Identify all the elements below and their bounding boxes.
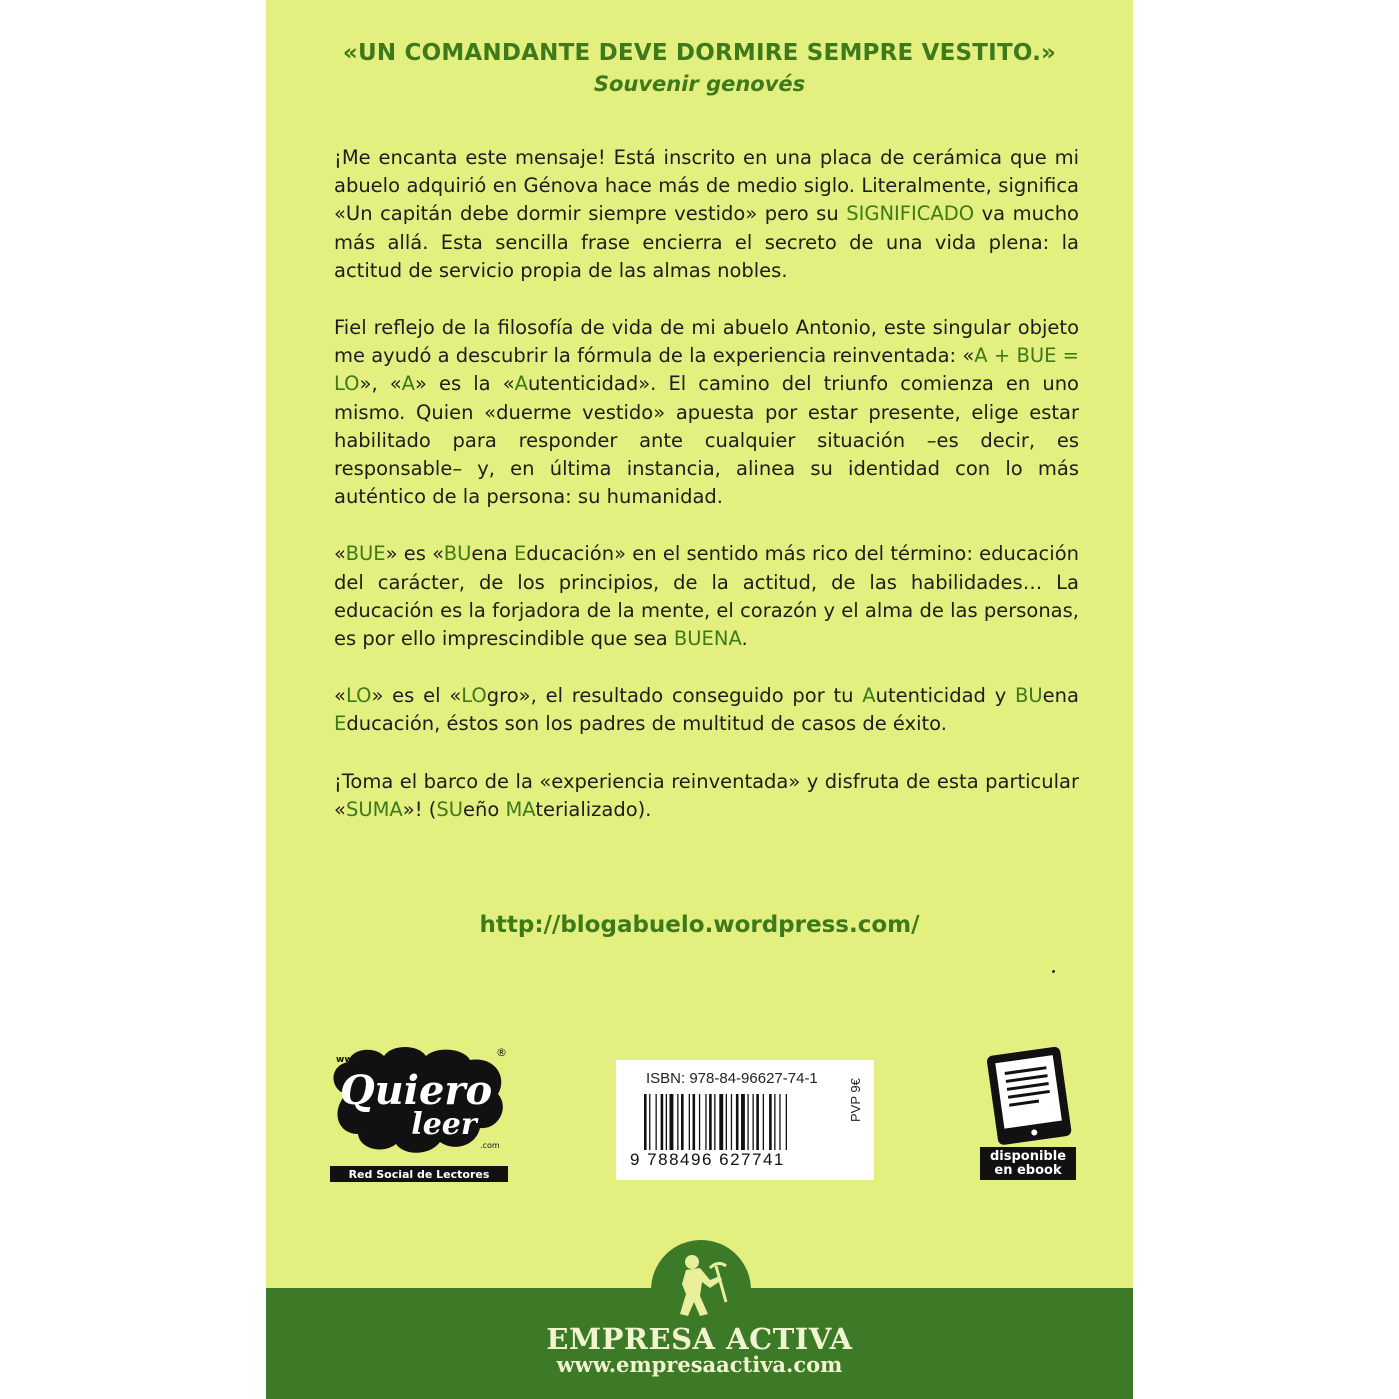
blurb-paragraph — [334, 314, 1079, 511]
highlight-text: A + BUE = LO — [334, 344, 1079, 396]
barcode-bar — [649, 1094, 650, 1150]
speck — [1052, 970, 1055, 973]
book-back-cover — [266, 0, 1133, 1399]
barcode-bar — [705, 1094, 706, 1150]
barcode-bar — [714, 1094, 715, 1150]
price: PVP 9€ — [848, 1078, 863, 1122]
barcode-bar — [689, 1094, 690, 1150]
barcode-bar — [661, 1094, 664, 1150]
body-text-run: utenticidad». El camino del triunfo comienza en uno mismo. Quien «duerme vestido» apuesta por estar presente, elige estar habilitado para responder ante cualquier situación –es decir, es responsable– y, en última instancia, alinea su identidad con lo más auténtico de la persona: su humanidad. — [334, 372, 1079, 509]
quiero-leer-logo — [326, 1042, 516, 1184]
body-text-run: va mucho más allá. Esta sencilla frase encierra el secreto de una vida plena: la actitud de servicio propia de las almas nobles. — [334, 202, 1079, 282]
body-text-run: » es la « — [415, 372, 515, 396]
barcode-label — [616, 1060, 874, 1180]
highlight-text: SIGNIFICADO — [846, 202, 975, 226]
body-text-run: », « — [359, 372, 402, 396]
highlight-text: BU — [443, 542, 472, 566]
miner-logo-icon — [666, 1250, 736, 1320]
barcode-bar — [656, 1094, 657, 1150]
tablet-icon — [980, 1045, 1076, 1145]
highlight-text: BUENA — [673, 627, 742, 651]
body-text-run: ena — [1042, 684, 1079, 708]
barcode-bar — [670, 1094, 674, 1150]
body-text-run: Fiel reflejo de la filosofía de vida de mi abuelo Antonio, este singular objeto me ayudó a descubrir la fórmula de la experiencia reinventada: « — [334, 316, 1079, 368]
barcode-digits: 9 788496 627741 — [630, 1150, 785, 1169]
body-text-run: eño — [462, 797, 506, 821]
ebook-line1: disponible — [989, 1149, 1067, 1164]
barcode-bar — [719, 1094, 723, 1150]
highlight-text: A — [401, 372, 416, 396]
publisher-url[interactable]: www.empresaactiva.com — [556, 1352, 843, 1377]
highlight-text: A — [514, 372, 528, 396]
quiero-com: .com — [480, 1141, 500, 1150]
barcode-bar — [779, 1094, 780, 1150]
barcode-bar — [677, 1094, 678, 1150]
barcode-bar — [644, 1094, 647, 1150]
barcode-bars — [644, 1094, 840, 1154]
barcode-bar — [681, 1094, 684, 1150]
barcode-bar — [774, 1094, 775, 1150]
highlight-text: A — [862, 684, 876, 708]
highlight-text: E — [334, 712, 347, 736]
barcode-bar — [756, 1094, 759, 1150]
highlight-text: BU — [1015, 684, 1043, 708]
blurb-text — [334, 144, 1079, 853]
barcode-bar — [753, 1094, 754, 1150]
body-text-run: ducación» en el sentido más rico del término: educación del carácter, de los principios, de la actitud, de las habilidades… La educación es la forjadora de la mente, el corazón y el alma de las personas, es por ello imprescindible que sea — [334, 542, 1079, 651]
blurb-paragraph — [334, 540, 1079, 653]
isbn-number: ISBN: 978-84-96627-74-1 — [646, 1070, 818, 1087]
blurb-paragraph — [334, 144, 1079, 285]
barcode-bar — [693, 1094, 696, 1150]
highlight-text: LO — [461, 684, 487, 708]
barcode-bar — [747, 1094, 748, 1150]
barcode-bar — [731, 1094, 732, 1150]
leer-word: leer — [411, 1107, 477, 1142]
barcode-bar — [736, 1094, 739, 1150]
barcode-bar — [709, 1094, 712, 1150]
body-text-run: « — [334, 684, 346, 708]
blurb-paragraph — [334, 768, 1079, 824]
barcode-bar — [763, 1094, 764, 1150]
epigraph-source: Souvenir genovés — [593, 72, 806, 96]
barcode-bar — [726, 1094, 727, 1150]
blog-url[interactable]: http://blogabuelo.wordpress.com/ — [479, 912, 920, 938]
epigraph-quote: «UN COMANDANTE DEVE DORMIRE SEMPRE VESTITO.» — [342, 40, 1057, 66]
barcode-bar — [786, 1094, 787, 1150]
highlight-text: SUMA — [345, 797, 403, 821]
quiero-registered: ® — [496, 1046, 507, 1059]
quiero-tagline: Red Social de Lectores — [348, 1168, 490, 1181]
body-text-run: » es el « — [371, 684, 462, 708]
highlight-text: BUE — [345, 542, 386, 566]
highlight-text: LO — [345, 684, 372, 708]
body-text-run: ¡Toma el barco de la «experiencia reinventada» y disfruta de esta particular « — [334, 769, 1079, 821]
body-text-run: »! ( — [402, 797, 437, 821]
barcode-bar — [699, 1094, 700, 1150]
quiero-www: www. — [336, 1055, 364, 1065]
body-text-run: ducación, éstos son los padres de multitud de casos de éxito. — [346, 712, 947, 736]
blurb-paragraph — [334, 682, 1079, 738]
body-text-run: terializado). — [535, 797, 652, 821]
epigraph — [266, 40, 1133, 96]
highlight-text: MA — [505, 797, 536, 821]
body-text-run: ¡Me encanta este mensaje! Está inscrito en una placa de cerámica que mi abuelo adquirió en Génova hace más de medio siglo. Literalmente, significa «Un capitán debe dormir siempre vestido» pero su — [334, 146, 1079, 226]
ebook-label — [980, 1147, 1076, 1180]
ebook-badge — [980, 1045, 1076, 1180]
body-text-run: « — [334, 542, 346, 566]
barcode-bar — [741, 1094, 745, 1150]
publisher-name: EMPRESA ACTIVA — [546, 1322, 853, 1356]
ebook-line2: en ebook — [994, 1163, 1062, 1178]
body-text-run: . — [741, 627, 748, 651]
barcode-bar — [769, 1094, 772, 1150]
barcode-bar — [666, 1094, 667, 1150]
body-text-run: utenticidad y — [875, 684, 1016, 708]
quiero-word: Quiero — [339, 1067, 493, 1114]
highlight-text: E — [513, 542, 527, 566]
body-text-run: » es « — [385, 542, 444, 566]
body-text-run: gro», el resultado conseguido por tu — [486, 684, 863, 708]
body-text-run: ena — [471, 542, 514, 566]
highlight-text: SU — [436, 797, 463, 821]
